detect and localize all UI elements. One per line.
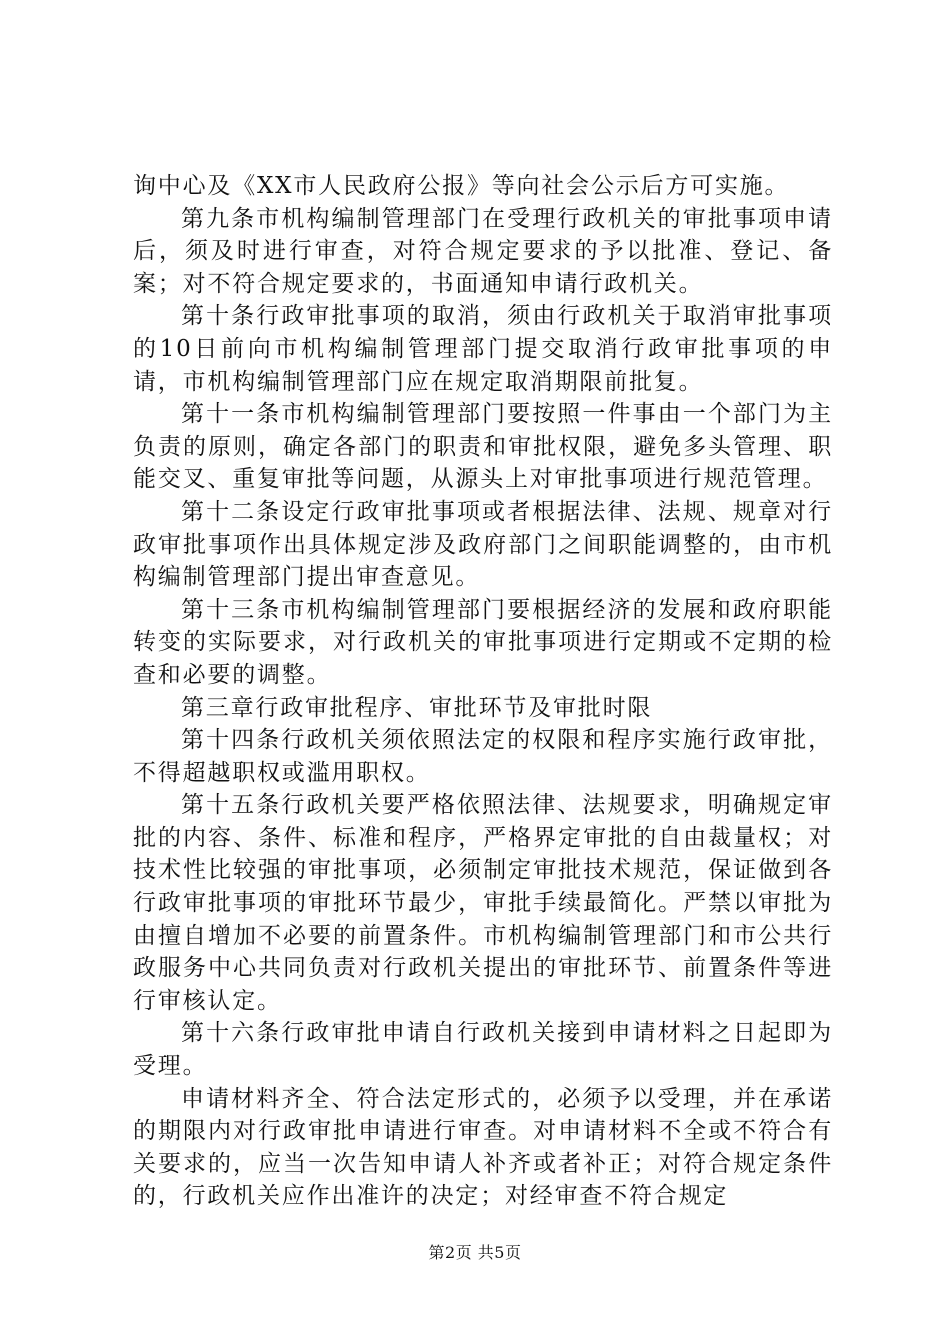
paragraph: 第十五条行政机关要严格依照法律、法规要求，明确规定审批的内容、条件、标准和程序，严格界定审批的自由裁量权；对技术性比较强的审批事项，必须制定审批技术规范，保证做到各行政审批事项的审批环节最少，审批手续最简化。严禁以审批为由擅自增加不必要的前置条件。市机构编制管理部门和市公共行政服务中心共同负责对行政机关提出的审批环节、前置条件等进行审核认定。: [133, 792, 833, 1014]
chapter-heading: 第三章行政审批程序、审批环节及审批时限: [181, 694, 653, 721]
paragraph: 第十条行政审批事项的取消，须由行政机关于取消审批事项的10日前向市机构编制管理部门提交取消行政审批事项的申请，市机构编制管理部门应在规定取消期限前批复。: [133, 303, 833, 395]
paragraph: 第十四条行政机关须依照法定的权限和程序实施行政审批，不得超越职权或滥用职权。: [133, 727, 833, 786]
paragraph: 第九条市机构编制管理部门在受理行政机关的审批事项申请后，须及时进行审查，对符合规定要求的予以批准、登记、备案；对不符合规定要求的，书面通知申请行政机关。: [133, 205, 833, 297]
page-footer: 第2页 共5页: [428, 1243, 522, 1262]
paragraph: 第十三条市机构编制管理部门要根据经济的发展和政府职能转变的实际要求，对行政机关的审批事项进行定期或不定期的检查和必要的调整。: [133, 596, 833, 688]
document-body: [133, 170, 833, 1213]
paragraph: 第十六条行政审批申请自行政机关接到申请材料之日起即为受理。: [133, 1020, 833, 1080]
paragraph: 申请材料齐全、符合法定形式的，必须予以受理，并在承诺的期限内对行政审批申请进行审查。对申请材料不全或不符合有关要求的，应当一次告知申请人补齐或者补正；对符合规定条件的，行政机关应作出准许的决定；对经审查不符合规定: [133, 1085, 833, 1210]
paragraph: 第十一条市机构编制管理部门要按照一件事由一个部门为主负责的原则，确定各部门的职责和审批权限，避免多头管理、职能交叉、重复审批等问题，从源头上对审批事项进行规范管理。: [133, 401, 833, 493]
paragraph: 询中心及《XX市人民政府公报》等向社会公示后方可实施。: [133, 173, 790, 199]
paragraph: 第十二条设定行政审批事项或者根据法律、法规、规章对行政审批事项作出具体规定涉及政府部门之间职能调整的，由市机构编制管理部门提出审查意见。: [133, 498, 833, 591]
